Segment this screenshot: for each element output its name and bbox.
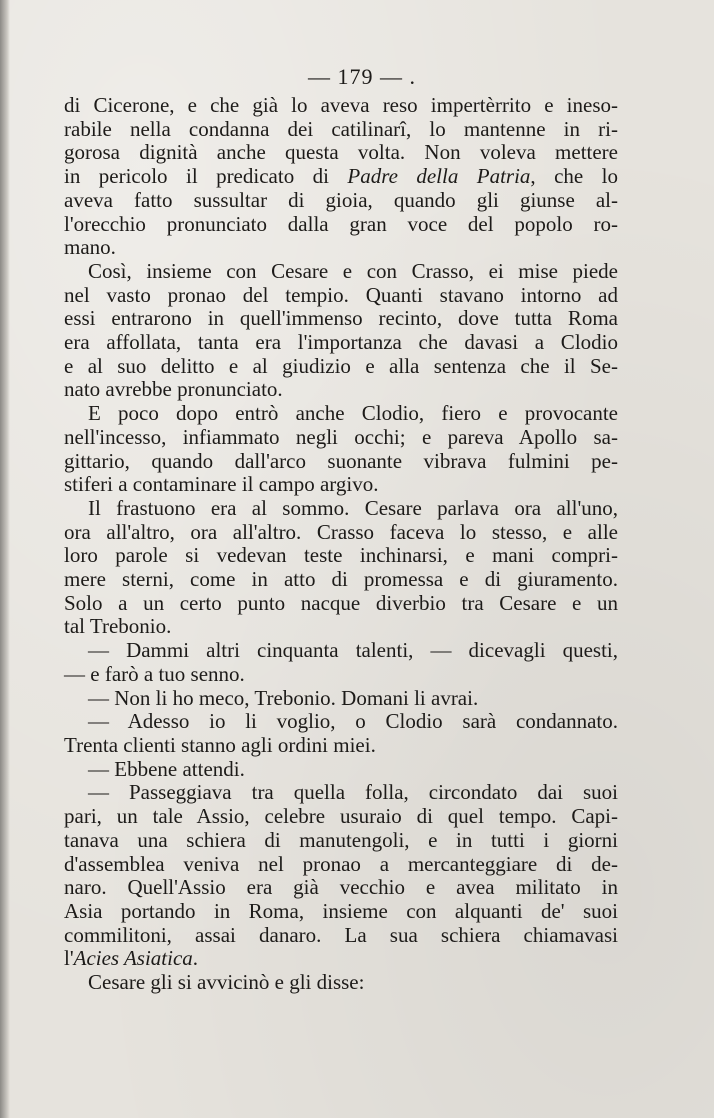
text-segment: , che lo — [530, 164, 618, 189]
text-line: Solo a un certo punto nacque diverbio tra Cesare e un — [64, 590, 618, 615]
text-line: rabile nella condanna dei catilinarî, lo mantenne in ri- — [64, 116, 618, 141]
text-line: Il frastuono era al sommo. Cesare parlava ora all'uno, — [88, 495, 618, 520]
text-line: loro parole si vedevan teste inchinarsi, e mani compri- — [64, 543, 618, 568]
text-line: — Adesso io li voglio, o Clodio sarà condannato. — [88, 709, 618, 734]
text-line: — Passeggiava tra quella folla, circondato dai suoi — [88, 780, 618, 805]
text-line: nato avrebbe pronunciato. — [64, 377, 283, 402]
text-line: mano. — [64, 235, 116, 260]
text-line: — Dammi altri cinquanta talenti, — dicevagli questi, — [88, 638, 618, 663]
text-line: Asia portando in Roma, insieme con alquanti de' suoi — [64, 898, 618, 923]
text-line: naro. Quell'Assio era già vecchio e avea militato in — [64, 875, 618, 900]
text-line: stiferi a contaminare il campo argivo. — [64, 472, 379, 497]
text-line — [64, 165, 618, 189]
text-line: nell'incesso, infiammato negli occhi; e pareva Apollo sa- — [64, 424, 618, 449]
text-line: nel vasto pronao del tempio. Quanti stavano intorno ad — [64, 282, 618, 307]
text-line: commilitoni, assai danaro. La sua schiera chiamavasi — [64, 922, 618, 947]
text-segment: l' — [64, 946, 74, 971]
text-line — [64, 947, 618, 971]
text-segment: in pericolo il predicato di — [64, 164, 348, 189]
text-segment: . — [192, 946, 199, 971]
page-binding-edge — [0, 0, 10, 1118]
text-line: Così, insieme con Cesare e con Crasso, ei mise piede — [88, 258, 618, 283]
text-line: Trenta clienti stanno agli ordini miei. — [64, 732, 376, 757]
text-line: l'orecchio pronunciato dalla gran voce del popolo ro- — [64, 211, 618, 236]
body-text — [64, 94, 618, 995]
text-line: — Non li ho meco, Trebonio. Domani li avrai. — [88, 685, 479, 710]
text-line: mere sterni, come in atto di promessa e di giuramento. — [64, 567, 618, 592]
text-line: ora all'altro, ora all'altro. Crasso faceva lo stesso, e alle — [64, 519, 618, 544]
text-line: di Cicerone, e che già lo aveva reso impertèrrito e ineso- — [64, 93, 618, 117]
text-line: era affollata, tanta era l'importanza che davasi a Clodio — [64, 330, 618, 355]
italic-phrase: Padre della Patria — [347, 164, 531, 189]
text-line: aveva fatto sussultar di gioia, quando gli giunse al- — [64, 187, 618, 212]
text-line: Cesare gli si avvicinò e gli disse: — [88, 970, 365, 995]
text-line: tal Trebonio. — [64, 614, 172, 639]
text-line: — e farò a tuo senno. — [64, 661, 245, 686]
text-line: tanava una schiera di manutengoli, e in tutti i giorni — [64, 827, 618, 852]
text-line: gorosa dignità anche questa volta. Non voleva mettere — [64, 140, 618, 165]
text-line: essi entrarono in quell'immenso recinto, dove tutta Roma — [64, 306, 618, 331]
text-line: d'assemblea veniva nel pronao a mercanteggiare di de- — [64, 851, 618, 876]
text-line: pari, un tale Assio, celebre usuraio di quel tempo. Capi- — [64, 804, 618, 829]
text-line: — Ebbene attendi. — [88, 756, 245, 781]
text-line: gittario, quando dall'arco suonante vibrava fulmini pe- — [64, 448, 618, 473]
text-line: E poco dopo entrò anche Clodio, fiero e provocante — [88, 401, 618, 426]
text-line: e al suo delitto e al giudizio e alla sentenza che il Se- — [64, 353, 618, 378]
page-number: — 179 — . — [308, 64, 416, 89]
italic-phrase: Acies Asiatica — [73, 946, 193, 971]
